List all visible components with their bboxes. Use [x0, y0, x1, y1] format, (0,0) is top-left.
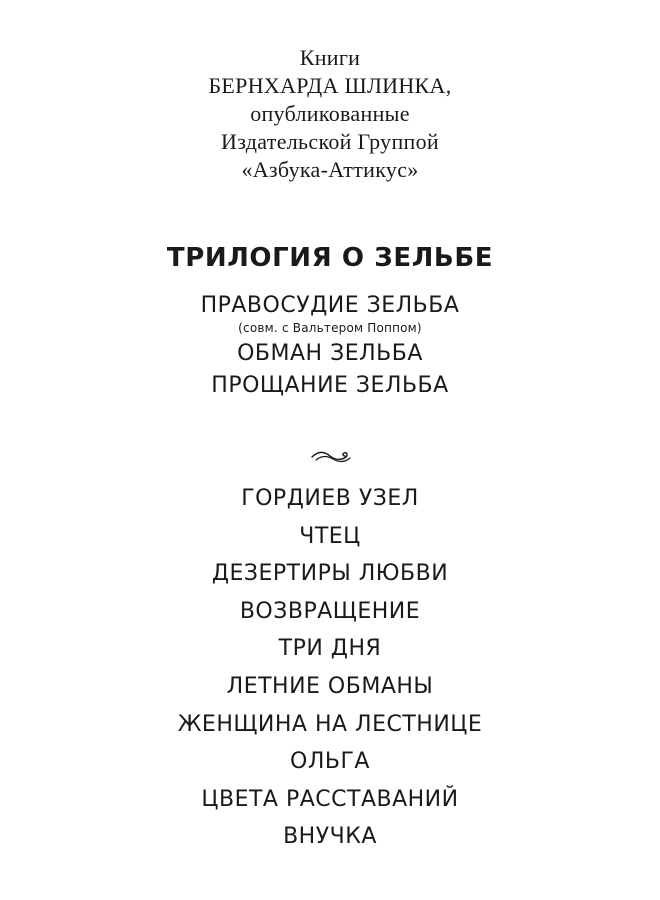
series-item-title: ОБМАН ЗЕЛЬБА: [237, 341, 423, 366]
book-title: ЛЕТНИЕ ОБМАНЫ: [226, 673, 434, 699]
book-title: ЧТЕЦ: [299, 523, 361, 549]
series-item-note: (совм. с Вальтером Поппом): [238, 321, 422, 335]
book-title: ВОЗВРАЩЕНИЕ: [239, 598, 421, 624]
book-title: ЖЕНЩИНА НА ЛЕСТНИЦЕ: [177, 711, 483, 737]
book-title: ОЛЬГА: [290, 749, 370, 775]
series-list: [0, 290, 660, 402]
series-item: [0, 370, 660, 402]
series-item: [0, 290, 660, 334]
publisher-name: «Азбука-Аттикус»: [241, 157, 419, 182]
header-line: Книги: [299, 45, 361, 70]
publisher-header: [0, 44, 660, 184]
series-item-title: ПРАВОСУДИЕ ЗЕЛЬБА: [200, 293, 460, 318]
flourish-ornament-icon: [310, 448, 352, 466]
book-title: ТРИ ДНЯ: [278, 636, 382, 662]
series-item-title: ПРОЩАНИЕ ЗЕЛЬБА: [211, 373, 449, 398]
book-title: ГОРДИЕВ УЗЕЛ: [241, 486, 419, 511]
series-item: [0, 338, 660, 370]
author-name: БЕРНХАРДА ШЛИНКА,: [208, 73, 452, 98]
book-title: ВНУЧКА: [283, 824, 377, 850]
book-title: ДЕЗЕРТИРЫ ЛЮБВИ: [211, 561, 449, 587]
series-title: ТРИЛОГИЯ О ЗЕЛЬБЕ: [166, 243, 494, 273]
header-line: Издательской Группой: [221, 129, 439, 154]
book-title: ЦВЕТА РАССТАВАНИЙ: [201, 786, 459, 812]
header-line: опубликованные: [250, 101, 410, 126]
books-list: [0, 480, 660, 856]
